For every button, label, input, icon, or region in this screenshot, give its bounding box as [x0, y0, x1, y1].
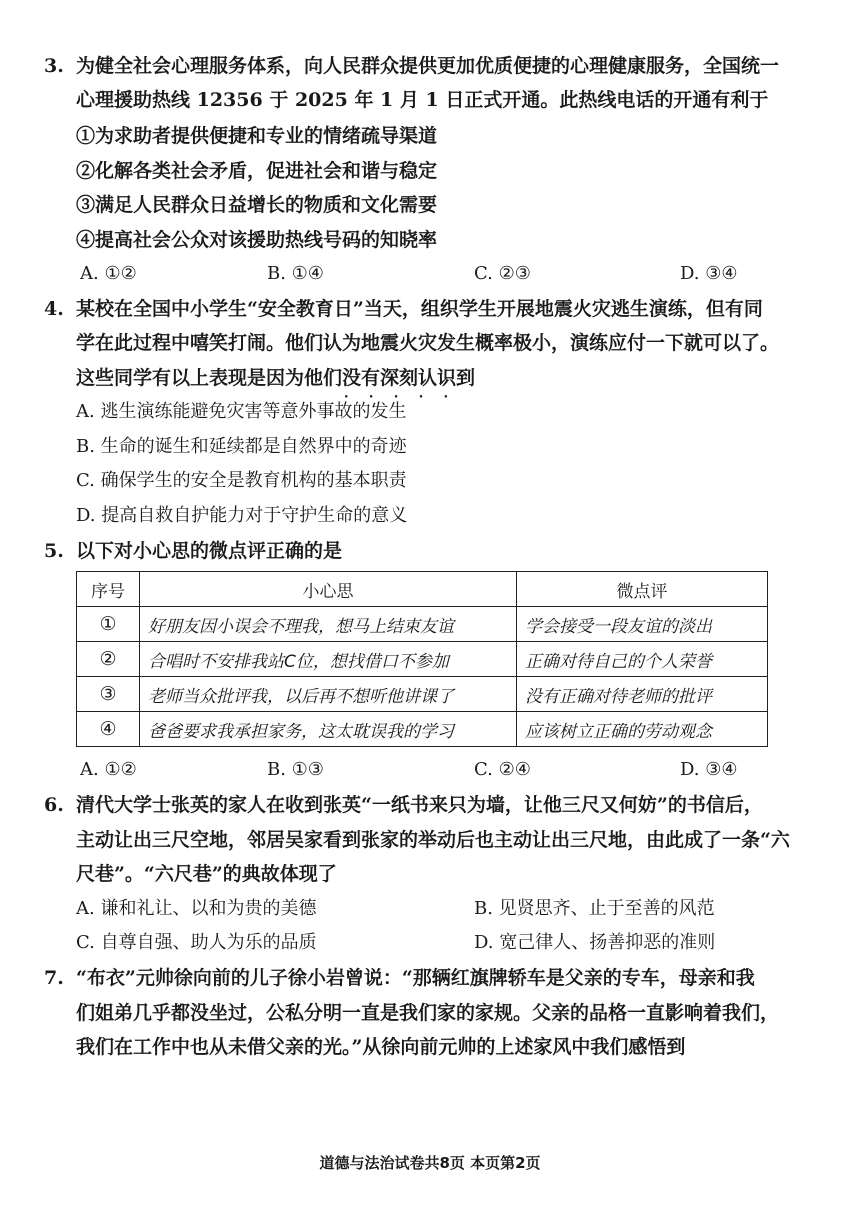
table-cell: ② [77, 642, 140, 677]
question-stem-line: 某校在全国中小学生“安全教育日”当天，组织学生开展地震火灾逃生演练，但有同 [76, 298, 763, 320]
page-footer: 道德与法治试卷共8页 本页第2页 [319, 1154, 541, 1172]
option-b[interactable]: B. 生命的诞生和延续都是自然界中的奇迹 [76, 436, 407, 457]
table-cell: 老师当众批评我，以后再不想听他讲课了 [140, 677, 517, 712]
stem-text: 这些同学有以上表现是因为他们 [76, 367, 343, 389]
table-cell: 学会接受一段友谊的淡出 [517, 607, 768, 642]
question-stem-line: 清代大学士张英的家人在收到张英“一纸书来只为墙，让他三尺又何妨”的书信后， [76, 794, 763, 816]
option-d[interactable]: D. ③④ [680, 263, 738, 284]
question-stem-line: 尺巷”。“六尺巷”的典故体现了 [76, 863, 337, 885]
table-cell: ④ [77, 712, 140, 747]
table-row [77, 607, 768, 642]
table-row [77, 712, 768, 747]
table-header: 序号 [77, 572, 140, 607]
question-stem-line: 我们在工作中也从未借父亲的光。”从徐向前元帅的上述家风中我们感悟到 [76, 1036, 686, 1058]
question-number: 7. [44, 967, 64, 989]
option-a[interactable]: A. ①② [80, 759, 137, 780]
thoughts-table [76, 571, 768, 747]
statement-item: ②化解各类社会矛盾，促进社会和谐与稳定 [76, 160, 438, 182]
question-stem-line: 主动让出三尺空地，邻居吴家看到张家的举动后也主动让出三尺地，由此成了一条“六 [76, 829, 790, 851]
option-a[interactable]: A. ①② [80, 263, 137, 284]
question-stem-line: 学在此过程中嘻笑打闹。他们认为地震火灾发生概率极小，演练应付一下就可以了。 [76, 332, 780, 354]
option-d[interactable]: D. ③④ [680, 759, 738, 780]
table-header-row [77, 572, 768, 607]
question-stem-line: 为健全社会心理服务体系，向人民群众提供更加优质便捷的心理健康服务，全国统一 [76, 55, 780, 77]
question-stem-line: 们姐弟几乎都没坐过，公私分明一直是我们家的家规。父亲的品格一直影响着我们， [76, 1002, 780, 1024]
table-cell: ① [77, 607, 140, 642]
table-row [77, 642, 768, 677]
option-c[interactable]: C. 自尊自强、助人为乐的品质 [76, 932, 317, 953]
statement-item: ④提高社会公众对该援助热线号码的知晓率 [76, 229, 438, 251]
table-cell: 没有正确对待老师的批评 [517, 677, 768, 712]
question-stem-line: 以下对小心思的微点评正确的是 [76, 540, 343, 562]
option-d[interactable]: D. 宽己律人、扬善抑恶的准则 [474, 932, 716, 953]
table-header: 微点评 [517, 572, 768, 607]
statement-item: ③满足人民群众日益增长的物质和文化需要 [76, 194, 438, 216]
table-cell: 合唱时不安排我站C位，想找借口不参加 [140, 642, 517, 677]
statement-item: ①为求助者提供便捷和专业的情绪疏导渠道 [76, 125, 438, 147]
question-number: 5. [44, 540, 64, 562]
table-header: 小心思 [140, 572, 517, 607]
question-stem-line: 心理援助热线 12356 于 2025 年 1 月 1 日正式开通。此热线电话的开通有利于 [76, 89, 769, 111]
question-stem-line [76, 366, 475, 390]
table-row [77, 677, 768, 712]
emphasis-text: 没有深刻 • • • [342, 367, 418, 389]
table-cell: 爸爸要求我承担家务，这太耽误我的学习 [140, 712, 517, 747]
option-b[interactable]: B. ①③ [267, 759, 324, 780]
question-number: 3. [44, 55, 64, 77]
option-b[interactable]: B. 见贤思齐、止于至善的风范 [474, 898, 715, 919]
table-cell: 好朋友因小误会不理我，想马上结束友谊 [140, 607, 517, 642]
option-a[interactable]: A. 逃生演练能避免灾害等意外事故的发生 [76, 401, 407, 422]
question-stem-line: “布衣”元帅徐向前的儿子徐小岩曾说：“那辆红旗牌轿车是父亲的专车，母亲和我 [76, 967, 755, 989]
question-number: 4. [44, 298, 64, 320]
option-b[interactable]: B. ①④ [267, 263, 324, 284]
option-c[interactable]: C. ②④ [474, 759, 531, 780]
table-cell: 应该树立正确的劳动观念 [517, 712, 768, 747]
table-cell: ③ [77, 677, 140, 712]
option-d[interactable]: D. 提高自救自护能力对于守护生命的意义 [76, 505, 408, 526]
option-c[interactable]: C. 确保学生的安全是教育机构的基本职责 [76, 470, 407, 491]
option-c[interactable]: C. ②③ [474, 263, 531, 284]
question-number: 6. [44, 794, 64, 816]
table-cell: 正确对待自己的个人荣誉 [517, 642, 768, 677]
option-a[interactable]: A. 谦和礼让、以和为贵的美德 [76, 898, 317, 919]
stem-text: 认识到 [418, 367, 476, 389]
